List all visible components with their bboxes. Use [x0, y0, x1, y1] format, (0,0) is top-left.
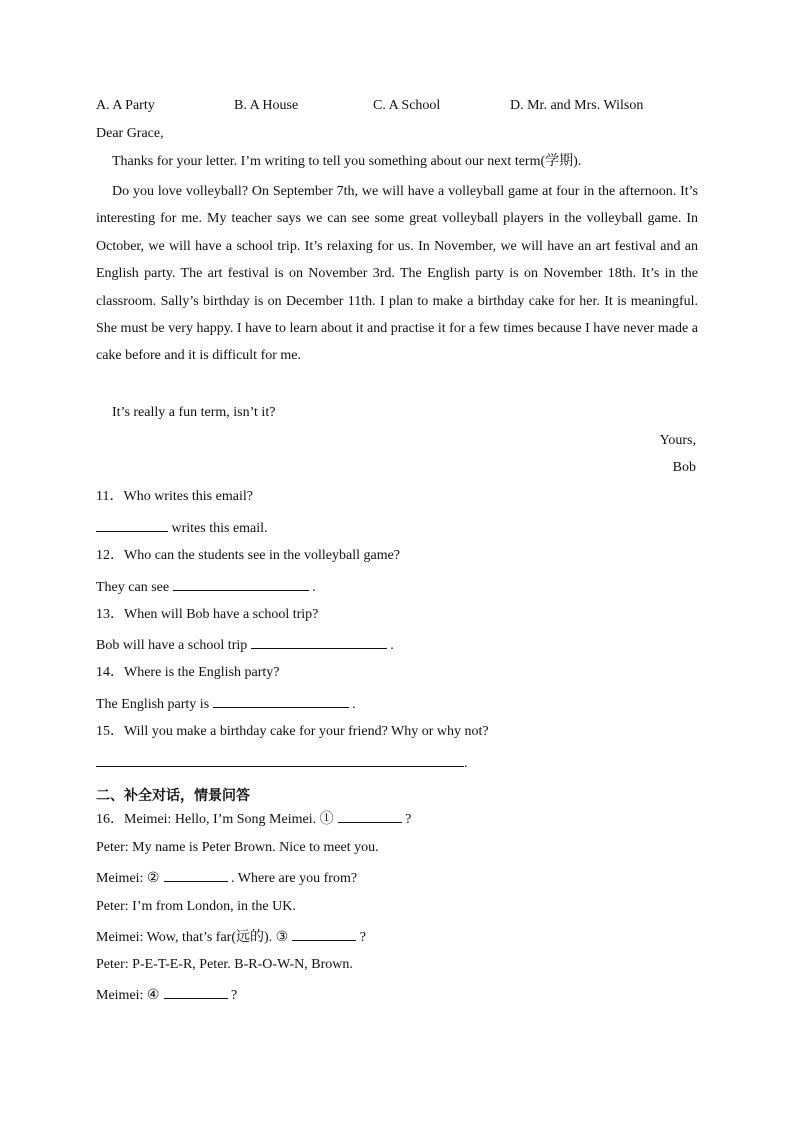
letter-greeting: Dear Grace, [96, 126, 164, 141]
letter-paragraph-2: Do you love volleyball? On September 7th, we will have a volleyball game at four in the afternoon. It’s interesting for me. My teacher says we can see some great volleyball players in the volleyball game. In October, we will have a school trip. It’s relaxing for us. In November, we will have an art festival and an English party. The art festival is on November 3rd. The English party is on November 18th. It’s in the classroom. Sally’s birthday is on December 11th. I plan to make a birthday cake for her. It is meaningful. She must be very happy. I have to learn about it and practise it for a few times because I have never made a cake before and it is difficult for me. [96, 184, 698, 364]
answer-blank-12[interactable] [173, 577, 309, 591]
answer-line-12: They can see . [96, 577, 316, 597]
answer-line-11: writes this email. [96, 518, 268, 538]
letter-signature: Bob [672, 460, 696, 475]
dialogue-line-7: Meimei: ④ ? [96, 985, 237, 1005]
dialogue-blank-3[interactable] [292, 927, 356, 941]
dialogue-blank-1[interactable] [338, 809, 402, 823]
answer-line-15: . [96, 753, 468, 773]
question-14: 14．Where is the English party? [96, 665, 280, 680]
answer-line-14: The English party is . [96, 694, 356, 714]
letter-closing: Yours, [659, 433, 696, 448]
option-a: A. A Party [96, 98, 155, 113]
answer-blank-14[interactable] [213, 694, 349, 708]
option-b: B. A House [234, 98, 299, 113]
dialogue-line-1: 16．Meimei: Hello, I’m Song Meimei. ① ? [96, 809, 411, 829]
answer-blank-11[interactable] [96, 518, 168, 532]
question-13: 13．When will Bob have a school trip? [96, 607, 319, 622]
option-c: C. A School [373, 98, 441, 113]
answer-blank-13[interactable] [251, 635, 387, 649]
dialogue-line-4: Peter: I’m from London, in the UK. [96, 899, 296, 914]
answer-line-13: Bob will have a school trip . [96, 635, 394, 655]
question-12: 12．Who can the students see in the volleyball game? [96, 548, 401, 563]
dialogue-line-6: Peter: P-E-T-E-R, Peter. B-R-O-W-N, Brown. [96, 957, 353, 972]
dialogue-line-3: Meimei: ② . Where are you from? [96, 868, 357, 888]
answer-blank-15[interactable] [96, 753, 464, 767]
question-15: 15．Will you make a birthday cake for your friend? Why or why not? [96, 724, 489, 739]
letter-paragraph-1: Thanks for your letter. I’m writing to tell you something about our next term(学期). [112, 154, 582, 169]
question-11: 11．Who writes this email? [96, 489, 253, 504]
dialogue-line-5: Meimei: Wow, that’s far(远的). ③ ? [96, 927, 366, 947]
dialogue-blank-2[interactable] [164, 868, 228, 882]
dialogue-line-2: Peter: My name is Peter Brown. Nice to meet you. [96, 840, 379, 855]
option-d: D. Mr. and Mrs. Wilson [510, 98, 644, 113]
letter-paragraph-3: It’s really a fun term, isn’t it? [112, 405, 276, 420]
section-title: 二、补全对话，情景问答 [96, 788, 250, 804]
dialogue-blank-4[interactable] [164, 985, 228, 999]
